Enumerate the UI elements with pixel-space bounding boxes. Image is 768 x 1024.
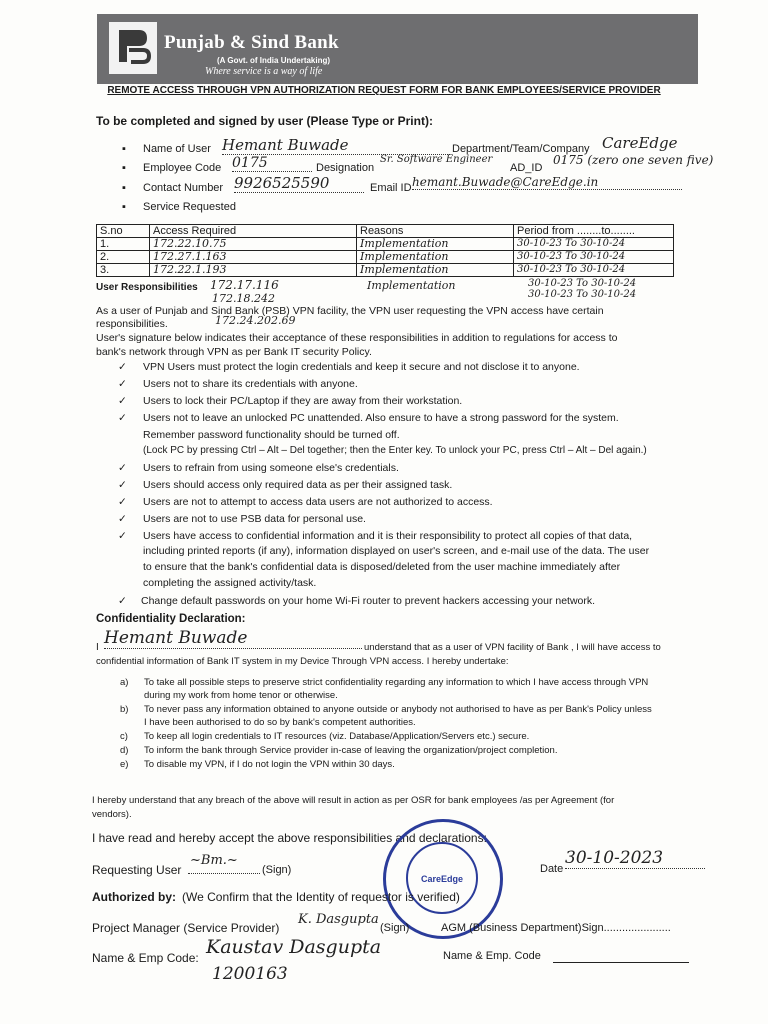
extra-ip: 172.24.202.69 (215, 314, 296, 327)
responsibilities-label: User Responsibilities (96, 282, 198, 293)
authorized-by-label: Authorized by: (92, 890, 176, 904)
rule-item: VPN Users must protect the login credentials and keep it secure and not disclose it to anyone. (143, 361, 580, 373)
bullet-icon: ▪ (122, 143, 126, 155)
bank-name: Punjab & Sind Bank (164, 32, 339, 53)
ad-id-label: AD_ID (510, 162, 543, 174)
sign-line (188, 872, 260, 874)
bullet-icon: ▪ (122, 201, 126, 213)
check-icon: ✓ (118, 595, 127, 607)
bank-banner (97, 14, 698, 84)
table-header-row (97, 225, 674, 238)
check-icon: ✓ (118, 513, 127, 525)
breach-text: I hereby understand that any breach of the above will result in action as per OSR for bank employees /as per Agreement (for (92, 795, 615, 806)
employee-code-value: 0175 (232, 155, 312, 172)
department-value: CareEdge (602, 134, 678, 152)
extra-period: 30-10-23 To 30-10-24 (528, 289, 637, 300)
designation-value: Sr. Software Engineer (380, 154, 493, 165)
extra-reason: Implementation (367, 279, 456, 292)
ad-id-value: 0175 (zero one seven five) (553, 153, 714, 167)
rule-item: Users are not to attempt to access data users are not authorized to access. (143, 496, 493, 508)
table-cell: Implementation (357, 264, 514, 277)
check-icon: ✓ (118, 496, 127, 508)
rule-item: Remember password functionality should be turned off. (143, 429, 400, 441)
sign-label: (Sign) (380, 922, 410, 934)
rule-item: Users to refrain from using someone else's credentials. (143, 462, 399, 474)
service-requested-label: Service Requested (143, 201, 236, 213)
contact-value: 9926525590 (234, 174, 364, 193)
table-row (97, 264, 674, 277)
form-title: REMOTE ACCESS THROUGH VPN AUTHORIZATION REQUEST FORM FOR BANK EMPLOYEES/SERVICE PROVIDER (107, 85, 661, 96)
extra-period: 30-10-23 To 30-10-24 (528, 278, 637, 289)
table-cell: 30-10-23 To 30-10-24 (514, 264, 674, 277)
undertaking-key: a) (120, 677, 129, 688)
table-cell: 2. (97, 251, 150, 264)
undertaking-text: I have been authorised to do so by bank's competent authorities. (144, 717, 416, 728)
rule-item: Users have access to confidential information and it is their responsibility to protect all copies of that data, (143, 530, 633, 542)
check-icon: ✓ (118, 395, 127, 407)
check-icon: ✓ (118, 378, 127, 390)
rule-item: Users should access only required data as per their assigned task. (143, 479, 453, 491)
name-value: Hemant Buwade (222, 136, 450, 155)
check-icon: ✓ (118, 462, 127, 474)
undertaking-text: To disable my VPN, if I do not login the VPN within 30 days. (144, 759, 395, 770)
intro-text: bank's network through VPN as per Bank IT security Policy. (96, 346, 372, 358)
access-table (96, 224, 674, 277)
extra-ip: 172.17.116 (210, 278, 279, 292)
intro-text: responsibilities. (96, 318, 168, 330)
name-emp-code-label: Name & Emp Code: (92, 951, 199, 965)
undertaking-key: d) (120, 745, 129, 756)
intro-text: As a user of Punjab and Sind Bank (PSB) VPN facility, the VPN user requesting the VPN access have certain (96, 305, 604, 317)
table-cell: 30-10-23 To 30-10-24 (514, 238, 674, 251)
table-cell: 3. (97, 264, 150, 277)
bullet-icon: ▪ (122, 182, 126, 194)
bullet-icon: ▪ (122, 162, 126, 174)
email-label: Email ID (370, 182, 412, 194)
bank-tagline: Where service is a way of life (205, 66, 323, 77)
rule-item: Users not to leave an unlocked PC unattended. Also ensure to have a strong password for the system. (143, 412, 619, 424)
name-emp-code-label-right: Name & Emp. Code (443, 950, 541, 962)
project-manager-label: Project Manager (Service Provider) (92, 921, 280, 935)
undertaking-text: To keep all login credentials to IT resources (viz. Database/Application/Servers etc.) secure. (144, 731, 530, 742)
rule-item: including printed reports (if any), information displayed on user's screen, and e-mail use of the data. The user (143, 545, 650, 557)
rule-item: Users not to share its credentials with anyone. (143, 378, 358, 390)
table-header: Reasons (357, 225, 514, 238)
check-icon: ✓ (118, 361, 127, 373)
breach-text: vendors). (92, 809, 132, 820)
conf-text: confidential information of Bank IT system in my Device Through VPN access. I hereby undertake: (96, 656, 509, 667)
rule-item: completing the assigned activity/task. (143, 577, 317, 589)
undertaking-text: during my work from home tenor or otherwise. (144, 690, 338, 701)
extra-ip: 172.18.242 (212, 292, 275, 305)
department-label: Department/Team/Company (452, 143, 590, 155)
user-signature: ~Bm.~ (190, 853, 238, 868)
accept-text: I have read and hereby accept the above responsibilities and declarations: (92, 831, 487, 845)
rule-item: to ensure that the bank's confidential data is disposed/deleted from the user machine immediately after (143, 561, 621, 573)
undertaking-key: c) (120, 731, 128, 742)
table-cell: 30-10-23 To 30-10-24 (514, 251, 674, 264)
name-label: Name of User (143, 143, 211, 155)
employee-code-label: Employee Code (143, 162, 222, 174)
conf-name: Hemant Buwade (104, 628, 362, 649)
designation-label: Designation (316, 162, 375, 174)
table-cell: Implementation (357, 238, 514, 251)
undertaking-key: e) (120, 759, 129, 770)
undertaking-text: To never pass any information obtained to anyone outside or anybody not authorised to have as per Bank's Policy unless (144, 704, 652, 715)
table-cell: 1. (97, 238, 150, 251)
table-cell: 172.22.10.75 (150, 238, 357, 251)
table-cell: 172.27.1.163 (150, 251, 357, 264)
agm-label: AGM (Business Department)Sign...................... (441, 922, 671, 934)
stamp-logo-text: CareEdge (420, 874, 464, 884)
bank-subtitle: (A Govt. of India Undertaking) (217, 56, 331, 65)
date-value: 30-10-2023 (565, 848, 705, 869)
rule-item: Change default passwords on your home Wi-Fi router to prevent hackers accessing your network. (141, 595, 596, 607)
email-value: hemant.Buwade@CareEdge.in (412, 175, 682, 190)
conf-text: understand that as a user of VPN facility of Bank , I will have access to (364, 642, 661, 653)
table-cell: 172.22.1.193 (150, 264, 357, 277)
requesting-user-label: Requesting User (92, 863, 182, 877)
conf-i: I (96, 642, 99, 653)
company-stamp (383, 819, 503, 939)
contact-label: Contact Number (143, 182, 224, 194)
undertaking-text: To take all possible steps to preserve strict confidentiality regarding any information to which I have access through VPN (144, 677, 649, 688)
authorized-by-note: (We Confirm that the Identity of requestor is verified) (182, 890, 460, 904)
undertaking-key: b) (120, 704, 129, 715)
name-emp-value: Kaustav Dasgupta (206, 936, 382, 958)
confidentiality-title: Confidentiality Declaration: (96, 613, 246, 625)
pm-signature: K. Dasgupta (298, 912, 379, 927)
sign-label: (Sign) (262, 864, 292, 876)
bank-logo (109, 22, 157, 74)
check-icon: ✓ (118, 530, 127, 542)
table-cell: Implementation (357, 251, 514, 264)
table-row (97, 251, 674, 264)
rule-item: Users to lock their PC/Laptop if they are away from their workstation. (143, 395, 463, 407)
check-icon: ✓ (118, 412, 127, 424)
table-header: Period from ........to........ (514, 225, 674, 238)
intro-text: User's signature below indicates their acceptance of these responsibilities in addition to regulations for access to (96, 332, 618, 344)
rule-item: Users are not to use PSB data for personal use. (143, 513, 366, 525)
undertaking-text: To inform the bank through Service provider in-case of leaving the organization/project completion. (144, 745, 558, 756)
date-label: Date (540, 863, 564, 875)
table-header: Access Required (150, 225, 357, 238)
check-icon: ✓ (118, 479, 127, 491)
table-row (97, 238, 674, 251)
rule-item: (Lock PC by pressing Ctrl – Alt – Del together; then the Enter key. To unlock your PC, press Ctrl – Alt – Del again.) (143, 445, 647, 456)
section-heading: To be completed and signed by user (Please Type or Print): (96, 114, 433, 128)
emp-code-value: 1200163 (212, 964, 288, 984)
signature-line (553, 962, 689, 963)
table-header: S.no (97, 225, 150, 238)
